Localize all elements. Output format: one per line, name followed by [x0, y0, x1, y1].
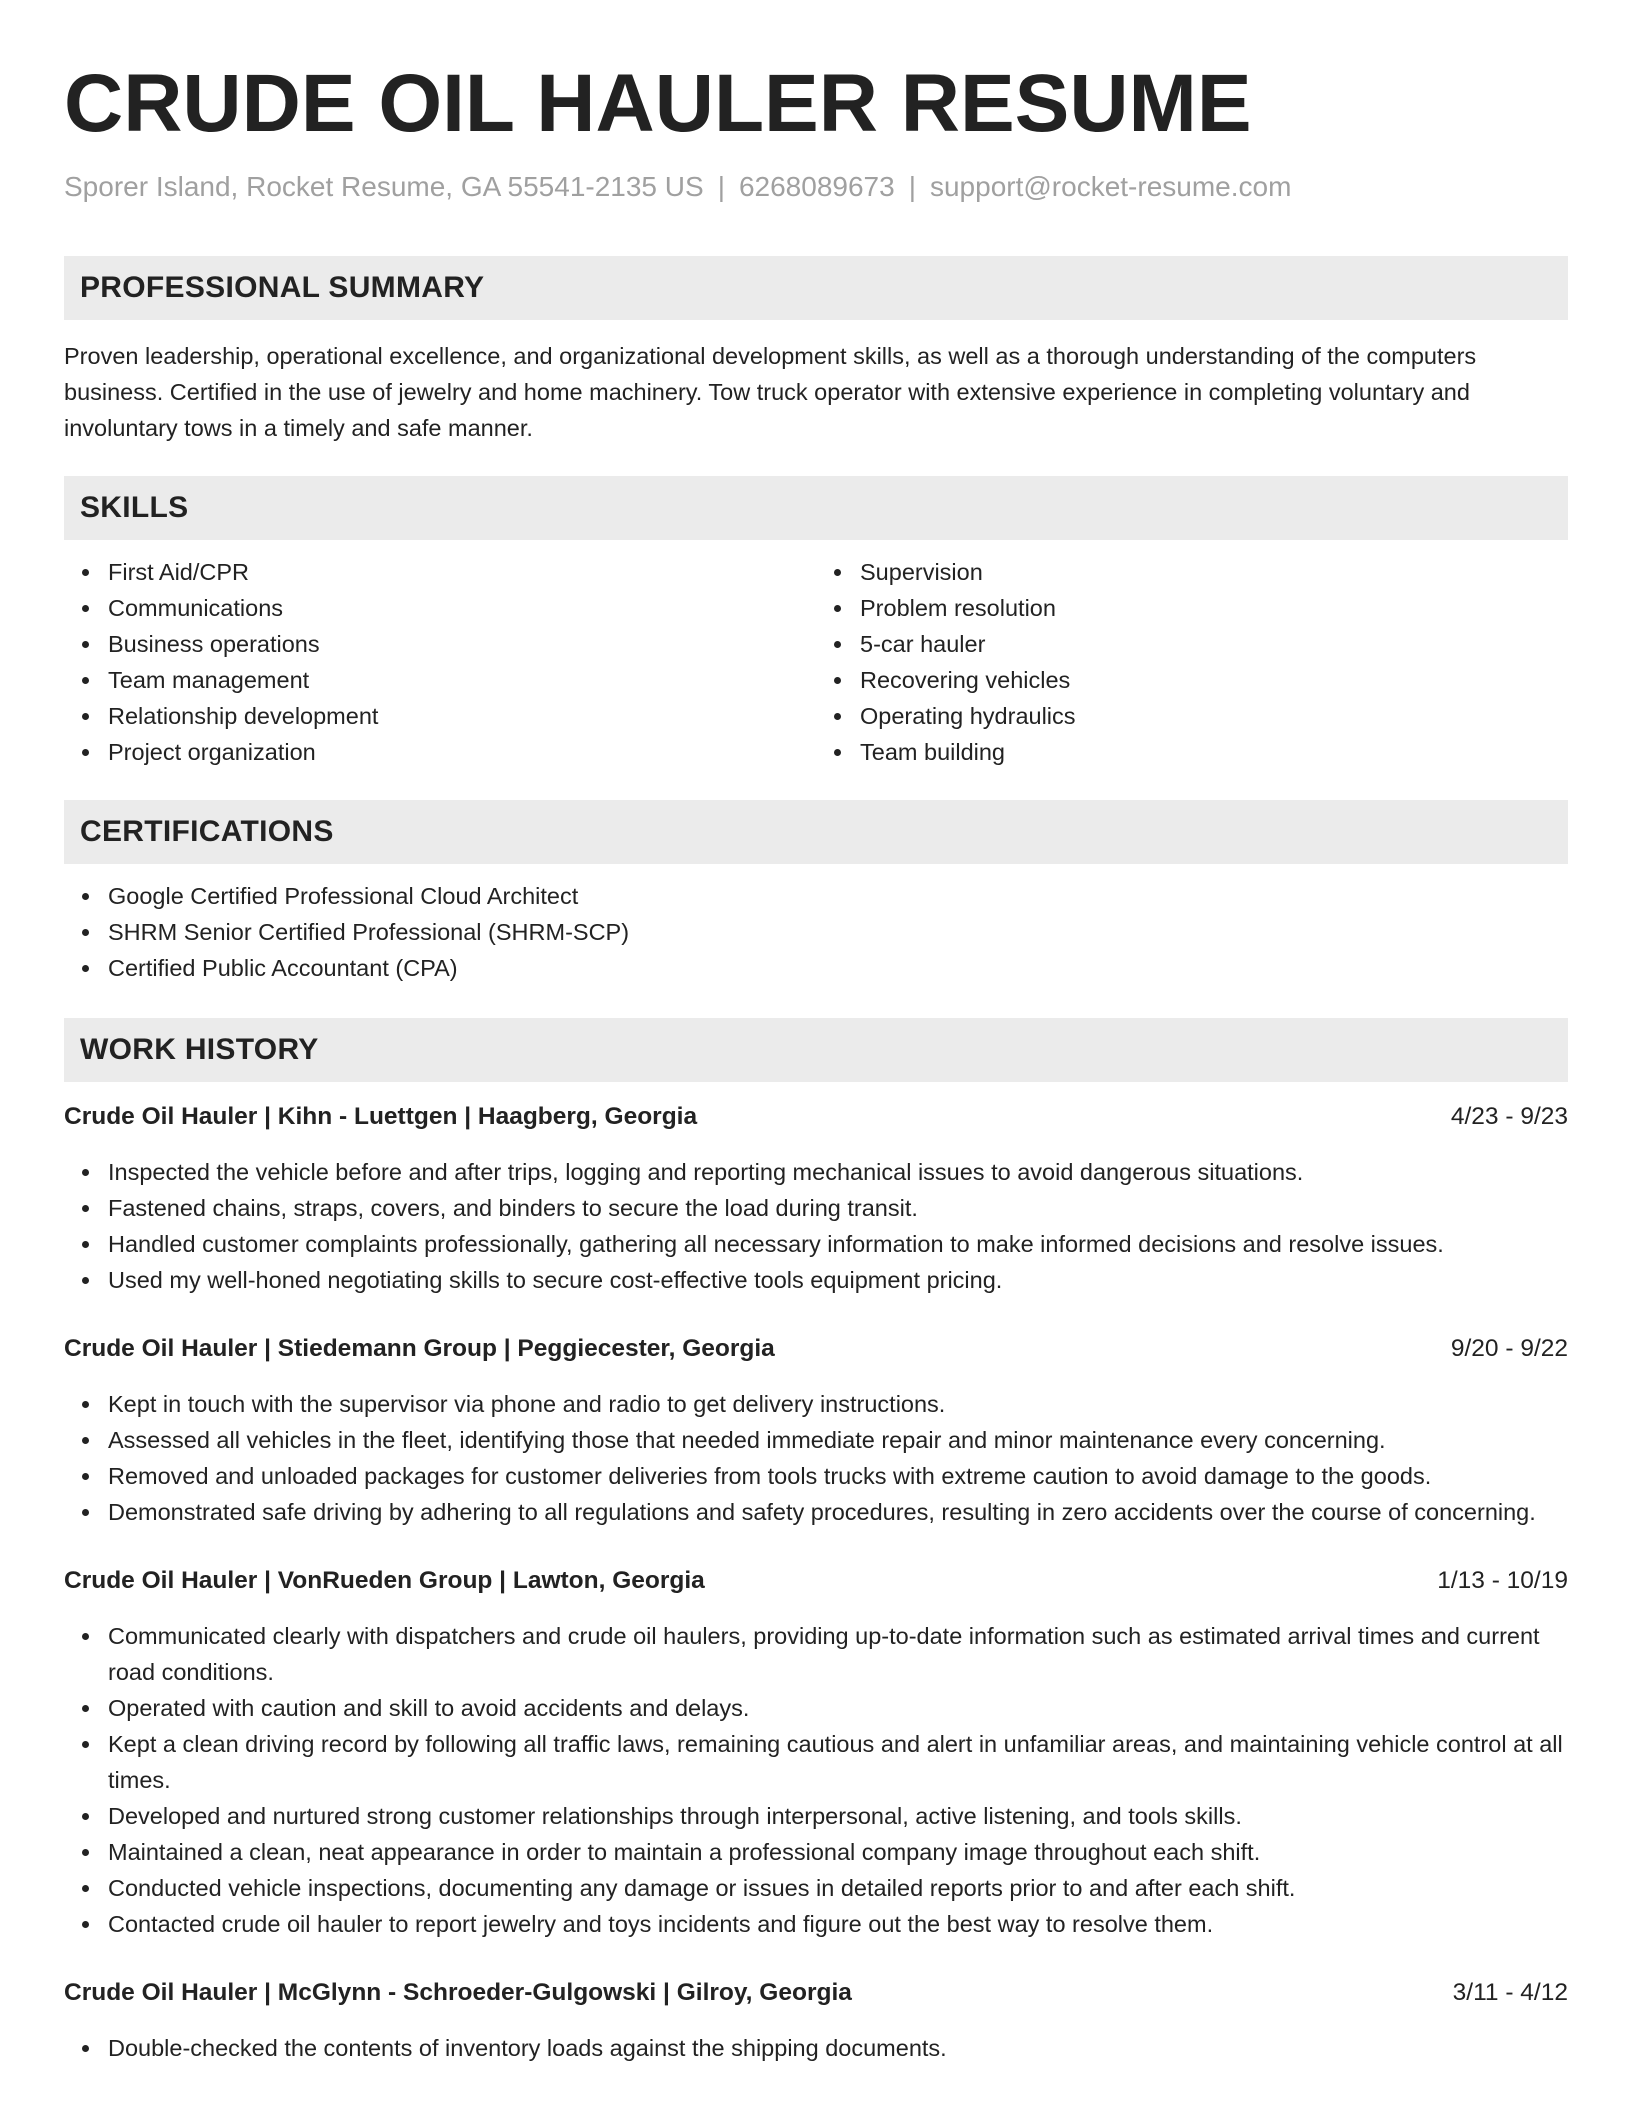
skill-item: Team building: [860, 734, 1568, 770]
job-bullets: [64, 1618, 1568, 1942]
job-bullets: [64, 2030, 1568, 2066]
job-bullet: Communicated clearly with dispatchers and crude oil haulers, providing up-to-date information such as estimated arrival times and current road conditions.: [108, 1618, 1568, 1690]
skill-item: Team management: [108, 662, 816, 698]
skill-item: Relationship development: [108, 698, 816, 734]
skill-item: Problem resolution: [860, 590, 1568, 626]
section-header-certifications: CERTIFICATIONS: [64, 800, 1568, 864]
job-bullet: Kept in touch with the supervisor via phone and radio to get delivery instructions.: [108, 1386, 1568, 1422]
job-bullets: [64, 1386, 1568, 1530]
job-title: Crude Oil Hauler | McGlynn - Schroeder-Gulgowski | Gilroy, Georgia: [64, 1979, 852, 2006]
job-entry: [64, 1976, 1568, 2066]
job-bullet: Kept a clean driving record by following all traffic laws, remaining cautious and alert in unfamiliar areas, and maintaining vehicle control at all times.: [108, 1726, 1568, 1798]
job-bullet: Double-checked the contents of inventory loads against the shipping documents.: [108, 2030, 1568, 2066]
summary-text: Proven leadership, operational excellence, and organizational development skills, as well as a thorough understanding of the computers business. Certified in the use of jewelry and home machinery. Tow truck operator with extensive experience in completing voluntary and involuntary tows in a timely and safe manner.: [64, 343, 1477, 441]
skill-item: Business operations: [108, 626, 816, 662]
contact-separator: |: [717, 171, 725, 202]
job-bullets: [64, 1154, 1568, 1298]
contact-line: [64, 170, 1568, 204]
job-bullet: Removed and unloaded packages for customer deliveries from tools trucks with extreme caution to avoid damage to the goods.: [108, 1458, 1568, 1494]
job-bullet: Conducted vehicle inspections, documenting any damage or issues in detailed reports prior to and after each shift.: [108, 1870, 1568, 1906]
skills-column-right: [816, 554, 1568, 770]
job-dates: 9/20 - 9/22: [1450, 1335, 1568, 1362]
contact-address: Sporer Island, Rocket Resume, GA 55541-2135 US: [64, 171, 704, 202]
skill-item: Communications: [108, 590, 816, 626]
certification-item: Google Certified Professional Cloud Architect: [108, 878, 1568, 914]
section-header-work-history: WORK HISTORY: [64, 1018, 1568, 1082]
job-bullet: Handled customer complaints professionally, gathering all necessary information to make informed decisions and resolve issues.: [108, 1226, 1568, 1262]
skill-item: Project organization: [108, 734, 816, 770]
certification-item: SHRM Senior Certified Professional (SHRM-SCP): [108, 914, 1568, 950]
skill-item: 5-car hauler: [860, 626, 1568, 662]
job-header: [64, 1564, 1568, 1598]
resume-page: [64, 0, 1568, 2066]
job-bullet: Inspected the vehicle before and after trips, logging and reporting mechanical issues to avoid dangerous situations.: [108, 1154, 1568, 1190]
job-bullet: Fastened chains, straps, covers, and binders to secure the load during transit.: [108, 1190, 1568, 1226]
job-dates: 4/23 - 9/23: [1450, 1103, 1568, 1130]
job-bullet: Maintained a clean, neat appearance in order to maintain a professional company image throughout each shift.: [108, 1834, 1568, 1870]
job-dates: 1/13 - 10/19: [1437, 1567, 1568, 1594]
job-header: [64, 1100, 1568, 1134]
job-entry: [64, 1332, 1568, 1530]
job-dates: 3/11 - 4/12: [1452, 1979, 1568, 2006]
job-title: Crude Oil Hauler | Kihn - Luettgen | Haagberg, Georgia: [64, 1103, 698, 1130]
contact-separator: |: [908, 171, 916, 202]
contact-phone: 6268089673: [738, 171, 895, 202]
job-bullet: Assessed all vehicles in the fleet, identifying those that needed immediate repair and minor maintenance every concerning.: [108, 1422, 1568, 1458]
certifications-list: [64, 878, 1568, 986]
job-bullet: Contacted crude oil hauler to report jewelry and toys incidents and figure out the best way to resolve them.: [108, 1906, 1568, 1942]
job-bullet: Used my well-honed negotiating skills to secure cost-effective tools equipment pricing.: [108, 1262, 1568, 1298]
job-bullet: Demonstrated safe driving by adhering to all regulations and safety procedures, resulting in zero accidents over the course of concerning.: [108, 1494, 1568, 1530]
certification-item: Certified Public Accountant (CPA): [108, 950, 1568, 986]
section-header-skills: SKILLS: [64, 476, 1568, 540]
skill-item: Supervision: [860, 554, 1568, 590]
skills-list: [64, 554, 1568, 770]
job-bullet: Developed and nurtured strong customer relationships through interpersonal, active listening, and tools skills.: [108, 1798, 1568, 1834]
job-entry: [64, 1100, 1568, 1298]
job-header: [64, 1976, 1568, 2010]
job-title: Crude Oil Hauler | Stiedemann Group | Peggiecester, Georgia: [64, 1335, 775, 1362]
skills-column-left: [64, 554, 816, 770]
section-header-summary: PROFESSIONAL SUMMARY: [64, 256, 1568, 320]
job-header: [64, 1332, 1568, 1366]
job-bullet: Operated with caution and skill to avoid accidents and delays.: [108, 1690, 1568, 1726]
resume-title: CRUDE OIL HAULER RESUME: [64, 58, 1252, 149]
job-title: Crude Oil Hauler | VonRueden Group | Lawton, Georgia: [64, 1567, 705, 1594]
contact-email: support@rocket-resume.com: [929, 171, 1292, 202]
skill-item: Operating hydraulics: [860, 698, 1568, 734]
skill-item: Recovering vehicles: [860, 662, 1568, 698]
job-entry: [64, 1564, 1568, 1942]
skill-item: First Aid/CPR: [108, 554, 816, 590]
